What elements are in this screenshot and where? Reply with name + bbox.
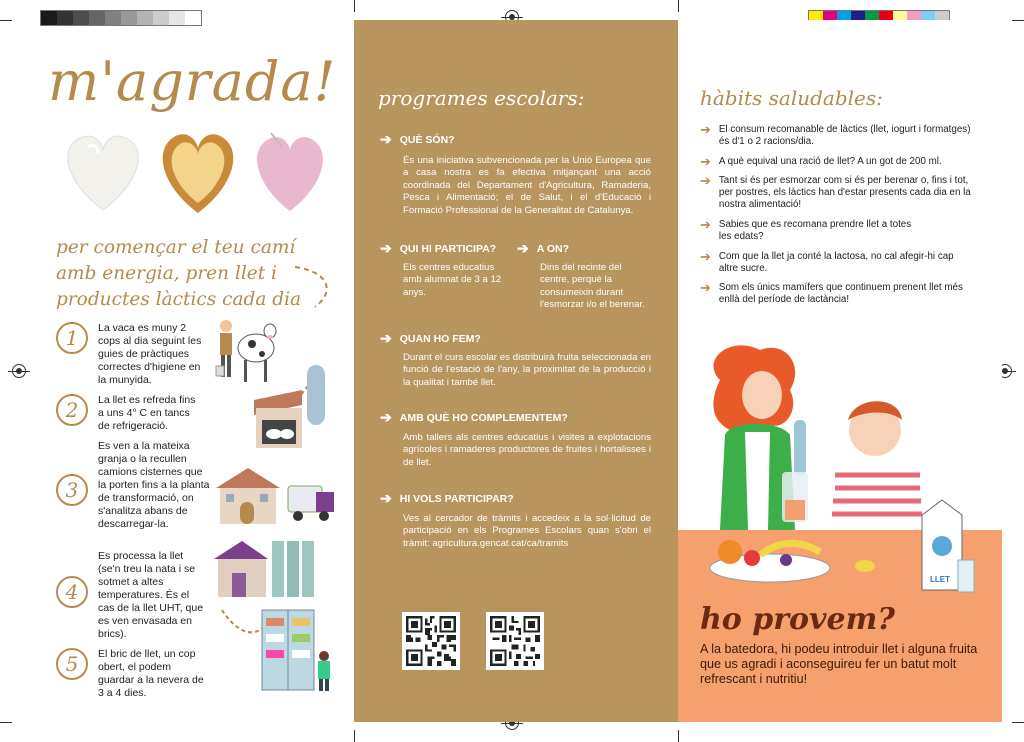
step-number: 5	[56, 648, 88, 680]
qr-code-icon[interactable]	[402, 612, 460, 670]
bullet-text: A què equival una ració de llet? A un got de 200 ml.	[718, 156, 942, 167]
step-2	[56, 394, 198, 433]
heading-complementem	[380, 409, 568, 426]
farmhouse-truck-illustration	[212, 458, 338, 528]
bullet-text: Tant si és per esmorzar com si és per berenar o, fins i tot, per postres, els làctics han d'estar presents cada dia en la nostra alimentació!	[718, 175, 971, 211]
qui-text: Els centres educatius amb alumnat de 3 a 12 anys.	[403, 262, 502, 298]
step-text: Es ven a la mateixa granja o la recullen camions cisternes que la porten fins a la planta de transformació, on s'analitza abans de descarregar-la.	[98, 440, 210, 530]
heading-a-on	[517, 240, 569, 257]
heading-text: AMB QUÈ HO COMPLEMENTEM?	[399, 411, 568, 424]
arrow-right-icon: ➔	[380, 409, 392, 425]
hearts-illustration	[58, 125, 338, 220]
bullet-text: El consum recomanable de làctics (llet, iogurt i formatges) és d'1 o 2 racions/dia.	[718, 124, 971, 148]
habit-bullet	[700, 156, 975, 168]
quan-text: Durant el curs escolar es distribuirà fruita seleccionada en funció de l'estació de l'any, la proximitat de la producció i la qualitat i també llet.	[403, 352, 651, 388]
heading-qui-hi-participa	[380, 240, 496, 257]
qr-code-icon[interactable]	[486, 612, 544, 670]
heading-vols-participar	[380, 490, 514, 507]
crop-mark	[678, 730, 679, 742]
intro-text: per començar el teu camí amb energia, pren llet i productes làctics cada dia	[56, 237, 302, 310]
heading-quan-ho-fem	[380, 330, 481, 347]
step-1	[56, 322, 208, 387]
arrow-right-icon: ➔	[517, 240, 529, 256]
milk-carton-label: LLET	[930, 575, 950, 584]
arrow-right-icon: ➔	[700, 249, 711, 264]
step-text: La vaca es muny 2 cops al dia seguint les guies de pràctiques correctes d'higiene en la munyida.	[98, 322, 202, 386]
dashed-path-icon	[290, 262, 340, 322]
habits-title: hàbits saludables:	[700, 86, 883, 110]
step-number: 4	[56, 576, 88, 608]
step-number: 1	[56, 322, 88, 354]
step-number: 2	[56, 394, 88, 426]
arrow-right-icon: ➔	[700, 173, 711, 188]
arrow-right-icon: ➔	[380, 131, 392, 147]
arrow-right-icon: ➔	[700, 154, 711, 169]
step-number: 3	[56, 474, 88, 506]
crop-mark	[354, 0, 355, 12]
arrow-right-icon: ➔	[380, 330, 392, 346]
crop-mark	[0, 722, 12, 723]
processing-plant-illustration	[212, 535, 320, 599]
heading-text: QUÈ SÓN?	[399, 133, 455, 146]
habit-bullet	[700, 124, 975, 148]
step-3	[56, 440, 210, 531]
crop-mark	[354, 730, 355, 742]
children-smoothie-illustration	[690, 340, 990, 600]
arrow-right-icon: ➔	[700, 217, 711, 232]
arrow-right-icon: ➔	[700, 122, 711, 137]
try-text: A la batedora, hi podeu introduir llet i alguna fruita que us agradi i aconseguireu fer un batut molt refrescant i nutritiu!	[700, 642, 978, 686]
on-text: Dins del recinte del centre, perquè la consumeixin durant l'esmorzar i/o el berenar.	[540, 262, 645, 311]
habit-bullet	[700, 282, 975, 306]
arrow-right-icon: ➔	[700, 280, 711, 295]
heading-que-son	[380, 131, 455, 148]
step-5	[56, 648, 208, 700]
bullet-text: Sabies que es recomana prendre llet a totes les edats?	[718, 219, 912, 243]
crop-mark	[1012, 722, 1024, 723]
barn-silo-illustration	[252, 360, 330, 452]
heading-text: HI VOLS PARTICIPAR?	[399, 492, 514, 505]
heading-text: A ON?	[536, 242, 570, 255]
step-text: El bric de llet, un cop obert, el podem guardar a la nevera de 3 a 4 dies.	[98, 648, 204, 699]
try-title: ho provem?	[700, 602, 895, 637]
habit-bullet	[700, 251, 975, 275]
heading-text: QUI HI PARTICIPA?	[399, 242, 497, 255]
crop-mark	[678, 0, 679, 12]
crop-mark	[0, 20, 12, 21]
step-4	[56, 550, 204, 641]
heading-text: QUAN HO FEM?	[399, 332, 481, 345]
programs-title: programes escolars:	[378, 86, 585, 110]
participar-text: Ves al cercador de tràmits i accedeix a la sol·licitud de participació en els Programes Escolars quan s'obri el tràmit: agricultura.gencat.cat/ca/tramits	[403, 513, 651, 549]
crop-mark	[1012, 20, 1024, 21]
fridge-illustration	[218, 600, 340, 694]
step-text: Es processa la llet (se'n treu la nata i se sotmet a altes temperatures. És el cas de la llet UHT, que es ven envasada en brics).	[98, 550, 204, 640]
arrow-right-icon: ➔	[380, 240, 392, 256]
habit-bullet	[700, 219, 975, 243]
arrow-right-icon: ➔	[380, 490, 392, 506]
step-text: La llet es refreda fins a uns 4° C en tancs de refrigeració.	[98, 394, 196, 432]
main-title: m'agrada!	[48, 50, 337, 113]
habit-bullet	[700, 175, 975, 212]
que-son-text: És una iniciativa subvencionada per la Unió Europea que a casa nostra es fa efectiva mitjançant una acció coordinada del Departament d'Agricultura, Ramaderia, Pesca i Alimentació; el de Salut, i el d'Educació i Formació Professional de la Generalitat de Catalunya.	[403, 155, 651, 216]
complement-text: Amb tallers als centres educatius i visites a explotacions agrícoles i ramaderes productores de fruites i hortalisses i de llet.	[403, 432, 651, 468]
bullet-text: Com que la llet ja conté la lactosa, no cal afegir-hi cap altre sucre.	[718, 251, 954, 275]
bullet-text: Som els únics mamífers que continuem prenent llet més enllà del període de lactància!	[718, 282, 963, 306]
